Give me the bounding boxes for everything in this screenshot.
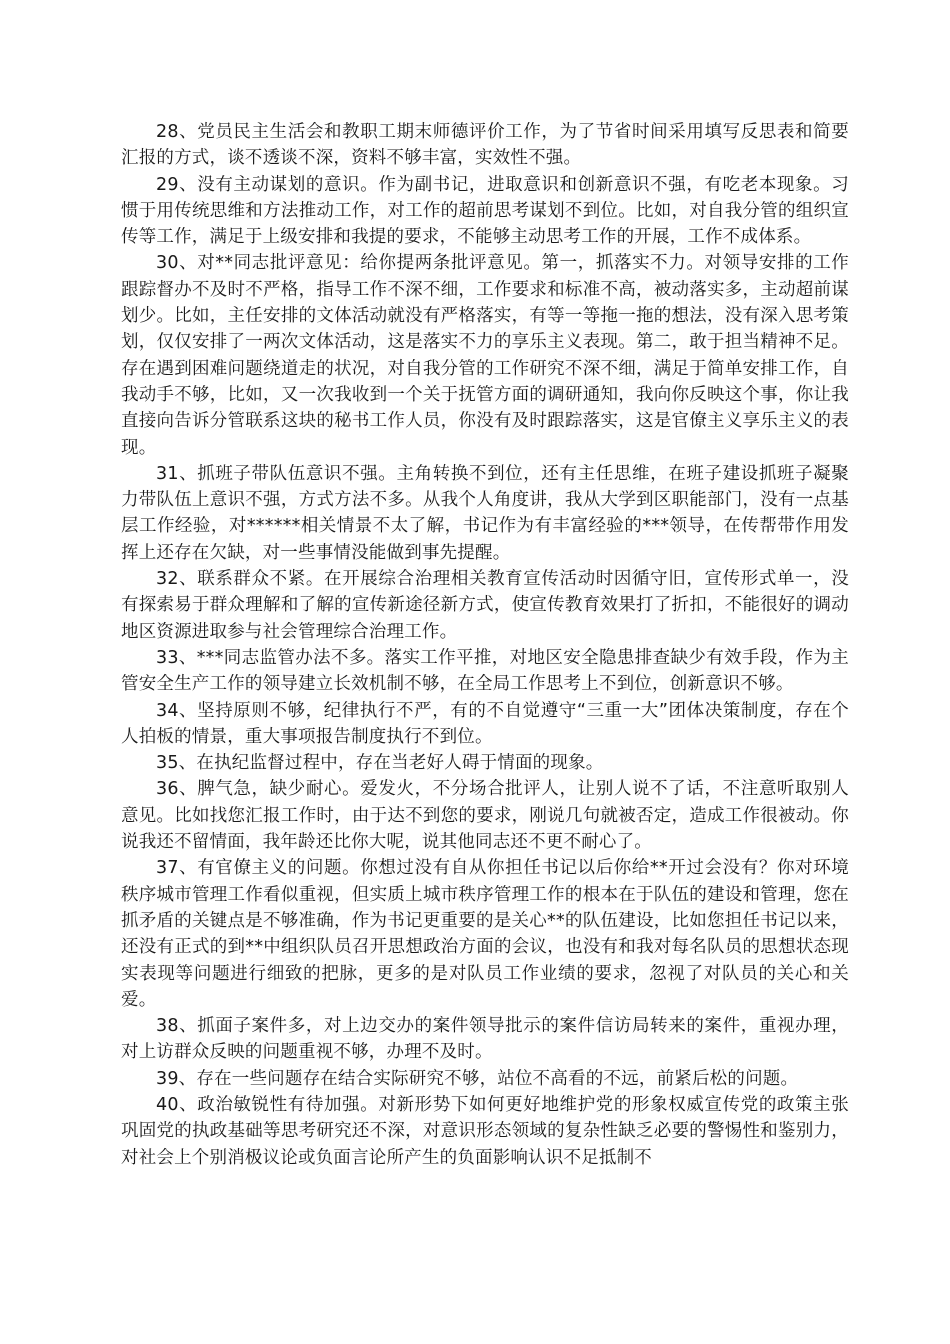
document-body — [121, 119, 849, 1171]
paragraph-36: 36、脾气急，缺少耐心。爱发火，不分场合批评人，让别人说不了话，不注意听取别人意见。比如找您汇报工作时，由于达不到您的要求，刚说几句就被否定，造成工作很被动。你说我还不留情面，我年龄还比你大呢，说其他同志还不更不耐心了。 — [121, 779, 849, 853]
paragraph-29: 29、没有主动谋划的意识。作为副书记，进取意识和创新意识不强，有吃老本现象。习惯于用传统思维和方法推动工作，对工作的超前思考谋划不到位。比如，对自我分管的组织宣传等工作，满足于上级安排和我提的要求，不能够主动思考工作的开展，工作不成体系。 — [121, 174, 849, 248]
paragraph-39: 39、存在一些问题存在结合实际研究不够，站位不高看的不远，前紧后松的问题。 — [156, 1068, 799, 1089]
paragraph-31: 31、抓班子带队伍意识不强。主角转换不到位，还有主任思维，在班子建设抓班子凝聚力带队伍上意识不强，方式方法不多。从我个人角度讲，我从大学到区职能部门，没有一点基层工作经验，对******相关情景不太了解，书记作为有丰富经验的***领导，在传帮带作用发挥上还存在欠缺，对一些事情没能做到事先提醒。 — [121, 463, 849, 563]
paragraph-35: 35、在执纪监督过程中，存在当老好人碍于情面的现象。 — [156, 753, 604, 774]
paragraph-28: 28、党员民主生活会和教职工期末师德评价工作，为了节省时间采用填写反思表和简要汇报的方式，谈不透谈不深，资料不够丰富，实效性不强。 — [121, 122, 849, 169]
paragraph-38: 38、抓面子案件多，对上边交办的案件领导批示的案件信访局转来的案件，重视办理，对上访群众反映的问题重视不够，办理不及时。 — [121, 1016, 849, 1063]
paragraph-30: 30、对**同志批评意见：给你提两条批评意见。第一，抓落实不力。对领导安排的工作跟踪督办不及时不严格，指导工作不深不细，工作要求和标准不高，被动落实多，主动超前谋划少。比如，主任安排的文体活动就没有严格落实，有等一等拖一拖的想法，没有深入思考策划，仅仅安排了一两次文体活动，这是落实不力的享乐主义表现。第二，敢于担当精神不足。存在遇到困难问题绕道走的状况，对自我分管的工作研究不深不细，满足于简单安排工作，自我动手不够，比如，又一次我收到一个关于抚管方面的调研通知，我向你反映这个事，你让我直接向告诉分管联系这块的秘书工作人员，你没有及时跟踪落实，这是官僚主义享乐主义的表现。 — [121, 253, 849, 458]
paragraph-33: 33、***同志监管办法不多。落实工作平推，对地区安全隐患排查缺少有效手段，作为主管安全生产工作的领导建立长效机制不够，在全局工作思考上不到位，创新意识不够。 — [121, 647, 849, 695]
paragraph-40: 40、政治敏锐性有待加强。对新形势下如何更好地维护党的形象权威宣传党的政策主张巩固党的执政基础等思考研究还不深，对意识形态领域的复杂性缺乏必要的警惕性和鉴别力，对社会上个别消极议论或负面言论所产生的负面影响认识不足抵制不 — [121, 1094, 849, 1168]
paragraph-37: 37、有官僚主义的问题。你想过没有自从你担任书记以后你给**开过会没有？你对环境秩序城市管理工作看似重视，但实质上城市秩序管理工作的根本在于队伍的建设和管理，您在抓矛盾的关键点是不够准确，作为书记更重要的是关心**的队伍建设，比如您担任书记以来，还没有正式的到**中组织队员召开思想政治方面的会议，也没有和我对每名队员的思想状态现实表现等问题进行细致的把脉，更多的是对队员工作业绩的要求，忽视了对队员的关心和关爱。 — [121, 858, 849, 1010]
paragraph-32: 32、联系群众不紧。在开展综合治理相关教育宣传活动时因循守旧，宣传形式单一，没有探索易于群众理解和了解的宣传新途径新方式，使宣传教育效果打了折扣，不能很好的调动地区资源进取参与社会管理综合治理工作。 — [121, 569, 849, 642]
paragraph-34: 34、坚持原则不够，纪律执行不严，有的不自觉遵守“三重一大”团体决策制度，存在个人拍板的情景，重大事项报告制度执行不到位。 — [121, 700, 849, 747]
